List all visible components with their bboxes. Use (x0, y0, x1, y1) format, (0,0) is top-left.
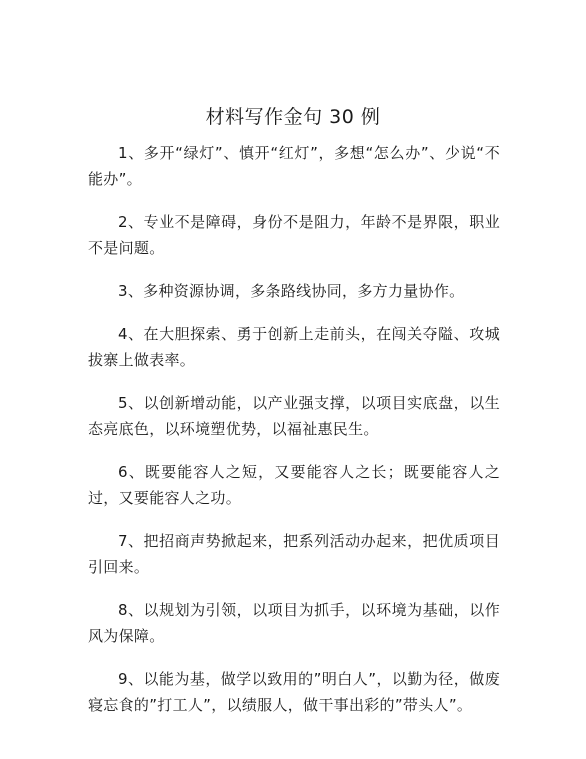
paragraph-5: 5、以创新增动能，以产业强支撑，以项目实底盘，以生态亮底色，以环境塑优势，以福祉惠民生。 (88, 394, 500, 438)
paragraph-3: 3、多种资源协调，多条路线协同，多方力量协作。 (118, 282, 465, 300)
paragraph-2: 2、专业不是障碍，身份不是阻力，年龄不是界限，职业不是问题。 (88, 213, 500, 257)
paragraph-8: 8、以规划为引领，以项目为抓手，以环境为基础，以作风为保障。 (88, 601, 500, 645)
paragraph-1: 1、多开“绿灯”、慎开“红灯”，多想“怎么办”、少说“不能办”。 (88, 144, 500, 188)
paragraph-7: 7、把招商声势掀起来，把系列活动办起来，把优质项目引回来。 (88, 532, 500, 576)
paragraph-6: 6、既要能容人之短，又要能容人之长；既要能容人之过，又要能容人之功。 (88, 463, 500, 507)
paragraph-9: 9、以能为基，做学以致用的”明白人”，以勤为径，做废寝忘食的”打工人”，以绩服人，做干事出彩的”带头人”。 (88, 670, 500, 714)
document-body (88, 140, 500, 735)
paragraph-4: 4、在大胆探索、勇于创新上走前头，在闯关夺隘、攻城拔寨上做表率。 (88, 325, 500, 369)
document-title: 材料写作金句 30 例 (205, 106, 381, 128)
